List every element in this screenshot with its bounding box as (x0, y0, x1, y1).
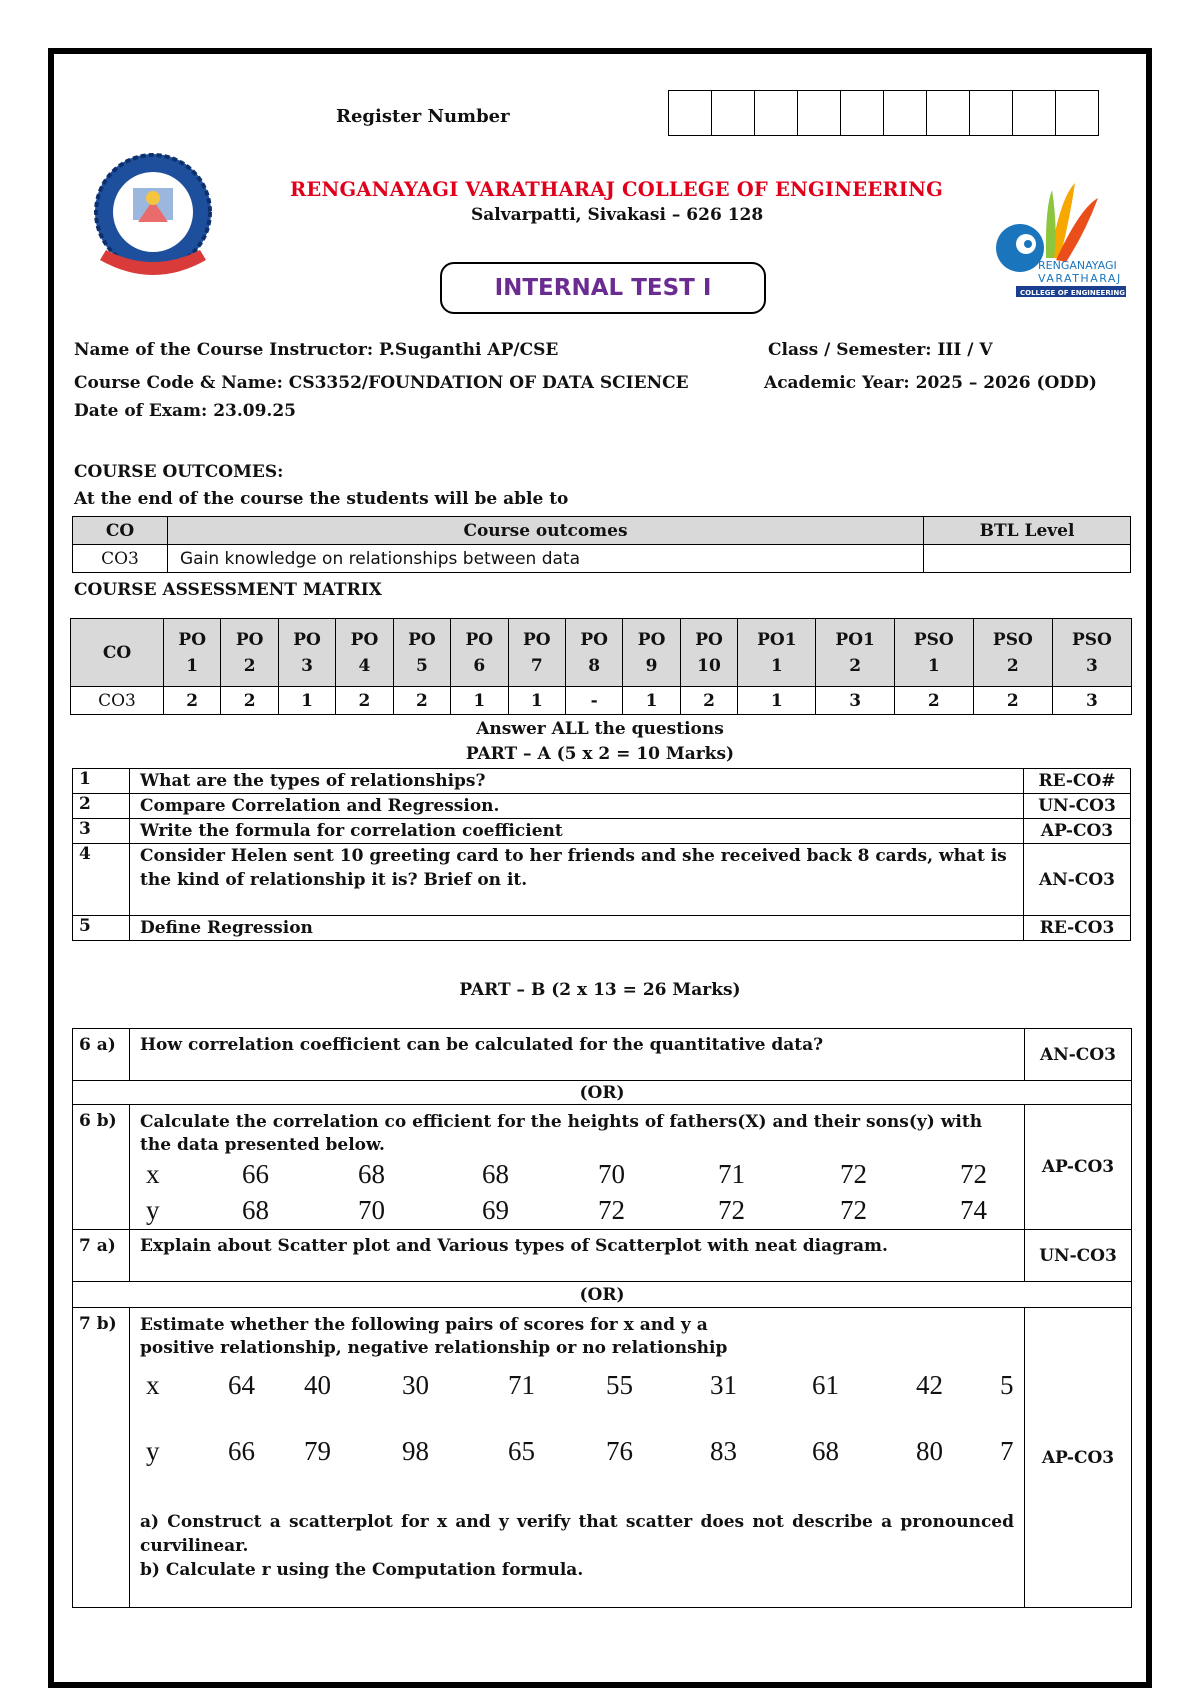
college-seal-logo (88, 150, 218, 288)
x-value: 68 (482, 1159, 509, 1189)
matrix-value-6: 1 (451, 687, 508, 715)
part-a-row (73, 844, 1131, 916)
part-a-question-text: Write the formula for correlation coefficient (130, 819, 1024, 844)
matrix-header-number: 6 (473, 655, 486, 676)
part-a-question-text: Compare Correlation and Regression. (130, 794, 1024, 819)
class-semester: Class / Semester: III / V (768, 340, 993, 360)
part-a-question-number: 1 (73, 769, 130, 794)
q6a-number: 6 a) (73, 1029, 130, 1081)
x-value: 31 (710, 1370, 737, 1400)
x-value: 71 (718, 1159, 745, 1189)
y-value: 68 (812, 1436, 839, 1466)
college-peacock-logo (990, 178, 1128, 300)
q7a-number: 7 a) (73, 1230, 130, 1282)
matrix-value-1: 2 (164, 687, 221, 715)
matrix-header-12 (816, 619, 894, 687)
outcomes-table (72, 516, 1131, 573)
outcomes-intro: At the end of the course the students will be able to (74, 489, 569, 509)
matrix-header-number: 5 (415, 655, 428, 676)
matrix-col-co: CO (71, 619, 164, 687)
test-title: INTERNAL TEST I (440, 262, 766, 314)
y-label: y (146, 1195, 160, 1225)
matrix-value-11: 1 (738, 687, 816, 715)
matrix-header-10 (680, 619, 737, 687)
matrix-header-number: 3 (301, 655, 313, 676)
part-a-question-co: UN-CO3 (1024, 794, 1131, 819)
matrix-value-4: 2 (336, 687, 393, 715)
matrix-header-number: 1 (927, 655, 940, 676)
y-value: 66 (228, 1436, 255, 1466)
x-value: 5 (1000, 1370, 1014, 1400)
outcomes-col-co: CO (73, 517, 168, 545)
part-a-question-co: AP-CO3 (1024, 819, 1131, 844)
part-a-question-text: Consider Helen sent 10 greeting card to her friends and she received back 8 cards, what is the kind of relationship it is? Brief on it. (130, 844, 1024, 916)
matrix-header-3 (278, 619, 335, 687)
x-value: 40 (304, 1370, 331, 1400)
matrix-value-14: 2 (973, 687, 1052, 715)
q6b-text: Calculate the correlation co efficient for the heights of fathers(X) and their sons(y) with the data presented below. (140, 1112, 983, 1155)
q6b-co: AP-CO3 (1025, 1105, 1132, 1230)
part-a-instruction: Answer ALL the questions (476, 719, 724, 739)
matrix-value-12: 3 (816, 687, 894, 715)
matrix-row-co: CO3 (71, 687, 164, 715)
exam-date: Date of Exam: 23.09.25 (74, 401, 297, 421)
matrix-header-number: 1 (186, 655, 199, 676)
logo-text-1: RENGANAYAGI (1038, 259, 1117, 272)
matrix-header-label: PO (580, 629, 608, 650)
part-a-row (73, 819, 1131, 844)
matrix-value-15: 3 (1052, 687, 1131, 715)
q6a-text: How correlation coefficient can be calculated for the quantitative data? (130, 1029, 1025, 1081)
q6b-cell (130, 1105, 1025, 1230)
matrix-header-number: 2 (243, 655, 256, 676)
q6b-number: 6 b) (73, 1105, 130, 1230)
outcomes-row-co: CO3 (73, 545, 168, 573)
instructor-name: Name of the Course Instructor: P.Suganthi AP/CSE (74, 340, 559, 360)
x-value: 71 (508, 1370, 535, 1400)
y-value: 65 (508, 1436, 535, 1466)
x-value: 72 (840, 1159, 867, 1189)
matrix-header-label: PO (235, 629, 264, 650)
y-value: 68 (242, 1195, 269, 1225)
y-value: 83 (710, 1436, 737, 1466)
q7b-number: 7 b) (73, 1308, 130, 1608)
x-value: 68 (358, 1159, 385, 1189)
matrix-header-5 (393, 619, 450, 687)
part-a-row (73, 769, 1131, 794)
matrix-header-11 (738, 619, 816, 687)
matrix-header-14 (973, 619, 1052, 687)
outcomes-col-btl: BTL Level (924, 517, 1131, 545)
y-value: 72 (598, 1195, 625, 1225)
part-a-title: PART – A (5 x 2 = 10 Marks) (465, 744, 735, 764)
y-value: 72 (718, 1195, 745, 1225)
x-value: 61 (812, 1370, 839, 1400)
matrix-value-8: - (565, 687, 622, 715)
matrix-header-2 (221, 619, 278, 687)
q7b-data-grid (140, 1360, 1014, 1500)
matrix-header-number: 4 (358, 655, 371, 676)
y-value: 80 (916, 1436, 943, 1466)
matrix-value-2: 2 (221, 687, 278, 715)
q6a-co: AN-CO3 (1025, 1029, 1132, 1081)
matrix-header-13 (894, 619, 973, 687)
matrix-value-10: 2 (680, 687, 737, 715)
matrix-header-label: PO (465, 629, 494, 650)
matrix-header-number: 8 (588, 655, 601, 676)
y-value: 7 (1000, 1436, 1014, 1466)
or-separator-7: (OR) (73, 1282, 1132, 1308)
logo-text-2: VARATHARAJ (1038, 272, 1122, 285)
y-value: 69 (482, 1195, 509, 1225)
matrix-value-5: 2 (393, 687, 450, 715)
matrix-header-number: 7 (530, 655, 543, 676)
matrix-header-label: PO (350, 629, 379, 650)
q7b-sub-b: b) Calculate r using the Computation formula. (140, 1560, 584, 1580)
x-value: 30 (402, 1370, 429, 1400)
part-a-question-co: RE-CO# (1024, 769, 1131, 794)
matrix-heading: COURSE ASSESSMENT MATRIX (74, 580, 382, 600)
matrix-header-8 (565, 619, 622, 687)
matrix-header-number: 2 (1006, 655, 1019, 676)
matrix-header-label: PO1 (835, 629, 875, 650)
matrix-value-9: 1 (623, 687, 680, 715)
matrix-header-label: PSO (913, 629, 954, 650)
part-a-question-co: AN-CO3 (1024, 844, 1131, 916)
matrix-header-number: 10 (697, 655, 721, 676)
matrix-header-label: PSO (992, 629, 1033, 650)
x-value: 72 (960, 1159, 987, 1189)
matrix-header-label: PSO (1072, 629, 1112, 650)
outcomes-row-text: Gain knowledge on relationships between data (168, 545, 924, 573)
part-a-row (73, 794, 1131, 819)
part-a-question-text: What are the types of relationships? (130, 769, 1024, 794)
matrix-header-7 (508, 619, 565, 687)
matrix-header-4 (336, 619, 393, 687)
x-value: 64 (228, 1370, 255, 1400)
q7b-co: AP-CO3 (1025, 1308, 1132, 1608)
q7a-co: UN-CO3 (1025, 1230, 1132, 1282)
y-value: 72 (840, 1195, 867, 1225)
matrix-header-label: PO (408, 629, 436, 650)
part-a-question-text: Define Regression (130, 916, 1024, 941)
part-a-question-number: 4 (73, 844, 130, 916)
matrix-header-number: 2 (849, 655, 862, 676)
q7b-text: Estimate whether the following pairs of scores for x and y a positive relationship, negative relationship or no relationship (140, 1315, 728, 1358)
register-number-boxes[interactable] (668, 90, 1099, 136)
matrix-header-1 (164, 619, 221, 687)
matrix-header-label: PO1 (757, 629, 797, 650)
matrix-value-7: 1 (508, 687, 565, 715)
outcomes-heading: COURSE OUTCOMES: (74, 462, 284, 482)
y-value: 98 (402, 1436, 429, 1466)
x-value: 66 (242, 1159, 269, 1189)
matrix-header-number: 3 (1086, 655, 1098, 676)
x-value: 42 (916, 1370, 943, 1400)
part-a-table (72, 768, 1131, 941)
y-value: 79 (304, 1436, 331, 1466)
course-code-name: Course Code & Name: CS3352/FOUNDATION OF DATA SCIENCE (74, 373, 689, 393)
part-a-question-number: 2 (73, 794, 130, 819)
part-a-row (73, 916, 1131, 941)
matrix-header-number: 1 (770, 655, 783, 676)
outcomes-row-btl (924, 545, 1131, 573)
matrix-header-15 (1052, 619, 1131, 687)
college-name: RENGANAYAGI VARATHARAJ COLLEGE OF ENGINEERING (290, 178, 943, 201)
q7a-text: Explain about Scatter plot and Various types of Scatterplot with neat diagram. (130, 1230, 1025, 1282)
matrix-header-label: PO (522, 629, 551, 650)
matrix-header-6 (451, 619, 508, 687)
y-value: 74 (960, 1195, 987, 1225)
register-label: Register Number (336, 106, 510, 127)
part-b-table (72, 1028, 1132, 1608)
or-separator-6: (OR) (73, 1081, 1132, 1105)
y-label: y (146, 1436, 160, 1466)
matrix-header-9 (623, 619, 680, 687)
x-value: 70 (598, 1159, 625, 1189)
y-value: 76 (606, 1436, 633, 1466)
q7b-cell (130, 1308, 1025, 1608)
x-label: x (146, 1159, 160, 1189)
outcomes-col-outcome: Course outcomes (168, 517, 924, 545)
q7b-sub-a: a) Construct a scatterplot for x and y verify that scatter does not describe a pronounced curvilinear. (140, 1512, 1014, 1556)
part-b-title: PART – B (2 x 13 = 26 Marks) (459, 980, 741, 1000)
x-label: x (146, 1370, 160, 1400)
academic-year: Academic Year: 2025 – 2026 (ODD) (764, 373, 1097, 393)
matrix-header-number: 9 (645, 655, 658, 676)
matrix-header-label: PO (695, 629, 723, 650)
college-address: Salvarpatti, Sivakasi – 626 128 (471, 205, 764, 225)
matrix-value-13: 2 (894, 687, 973, 715)
logo-text-3: COLLEGE OF ENGINEERING (1020, 289, 1125, 297)
matrix-header-label: PO (293, 629, 321, 650)
q6b-data-grid (140, 1157, 1014, 1229)
matrix-value-3: 1 (278, 687, 335, 715)
y-value: 70 (358, 1195, 385, 1225)
matrix-header-label: PO (637, 629, 666, 650)
part-a-question-co: RE-CO3 (1024, 916, 1131, 941)
assessment-matrix-table (70, 618, 1132, 715)
x-value: 55 (606, 1370, 633, 1400)
part-a-question-number: 5 (73, 916, 130, 941)
part-a-question-number: 3 (73, 819, 130, 844)
matrix-header-label: PO (178, 629, 206, 650)
